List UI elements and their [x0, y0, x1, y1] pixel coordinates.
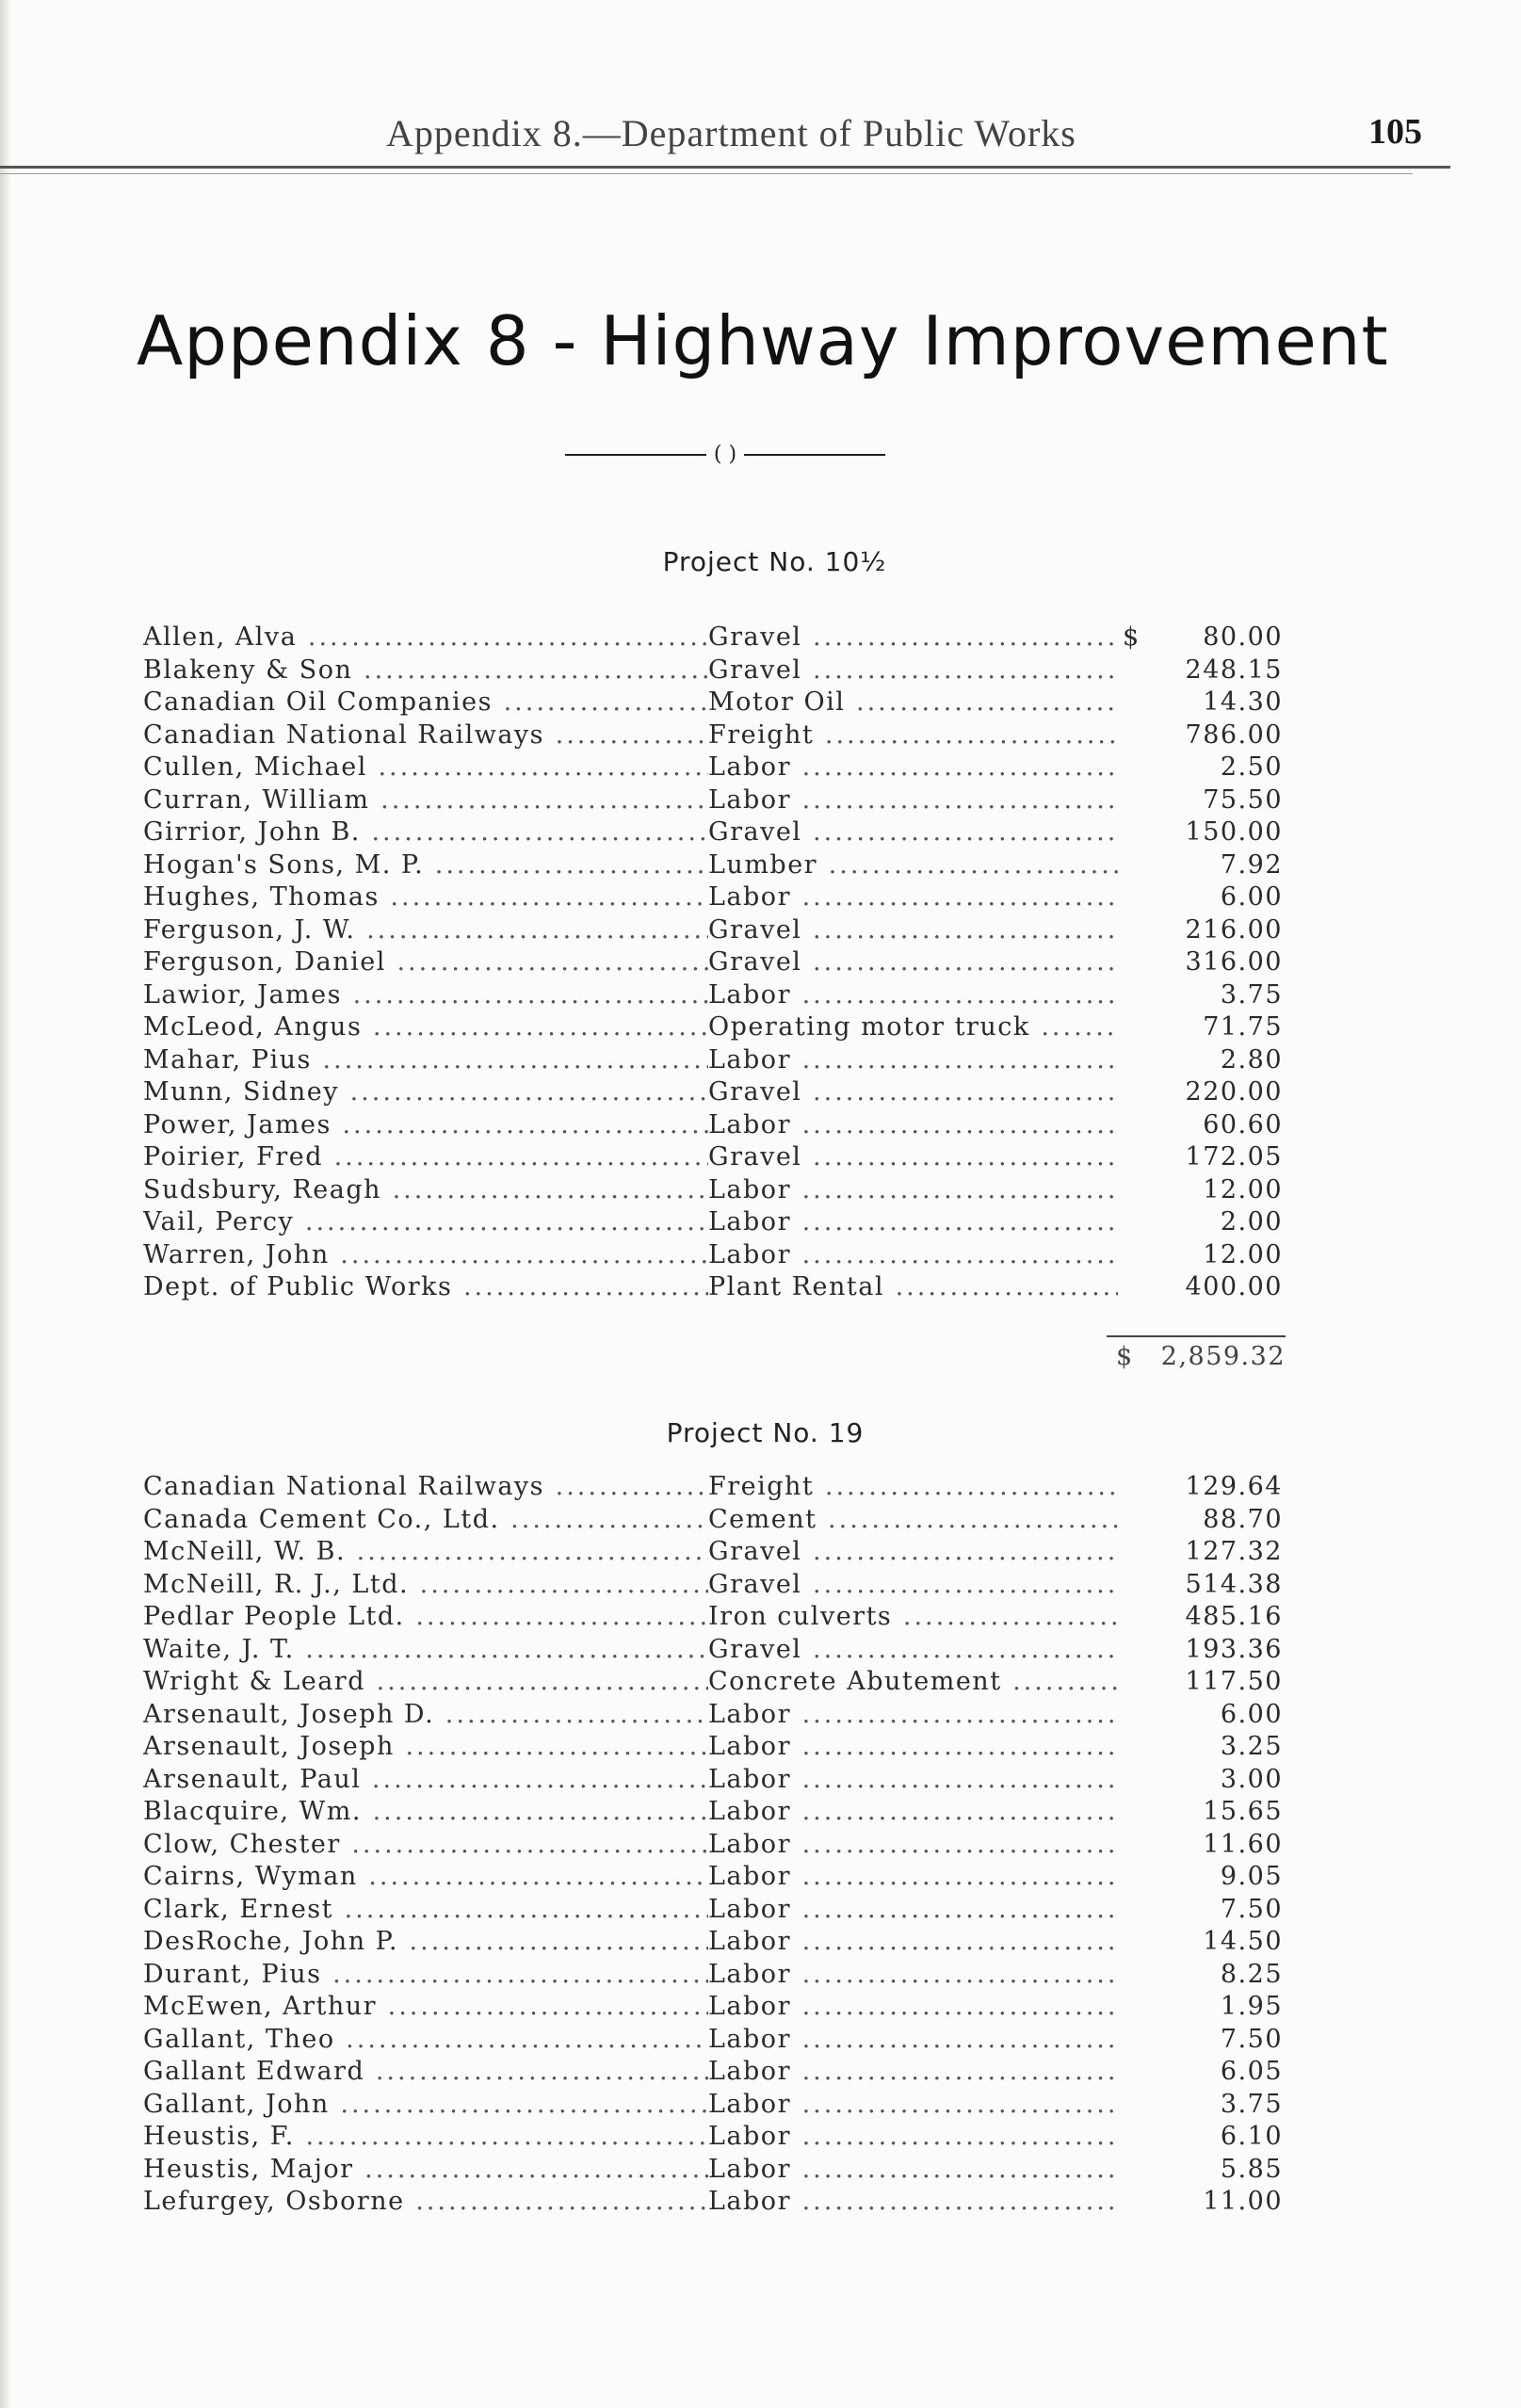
payee-name: DesRoche, John P. ..... [143, 1926, 708, 1959]
amount: 14.30 [1151, 687, 1283, 719]
amount: 12.00 [1151, 1174, 1283, 1207]
payee-name: Lawior, James ..... [143, 979, 708, 1012]
amount: 8.25 [1151, 1959, 1283, 1992]
table-row [143, 1174, 1283, 1207]
header-rule [0, 166, 1450, 169]
amount: 2.80 [1151, 1044, 1283, 1077]
payee-name: Munn, Sidney ..... [143, 1076, 708, 1109]
amount: 15.65 [1151, 1796, 1283, 1829]
payee-name: Ferguson, Daniel ..... [143, 946, 708, 979]
table-row [143, 1634, 1283, 1667]
expense-item: Gravel ..... [708, 1569, 1254, 1602]
payee-name: Clow, Chester ..... [143, 1829, 708, 1862]
amount: 193.36 [1151, 1634, 1283, 1667]
running-title: Appendix 8.—Department of Public Works [386, 112, 1076, 154]
payee-name: Gallant, John ..... [143, 2089, 708, 2122]
table-row [143, 979, 1283, 1012]
table-row [143, 946, 1283, 979]
amount: 3.25 [1151, 1731, 1283, 1764]
project-heading: Project No. 19 [666, 1417, 865, 1448]
amount: 485.16 [1151, 1601, 1283, 1634]
expense-item: Gravel ..... [708, 655, 1254, 687]
table-row [143, 1109, 1283, 1142]
amount: 80.00 [1151, 622, 1283, 655]
payee-name: Clark, Ernest ..... [143, 1894, 708, 1927]
table-row [143, 1796, 1283, 1829]
table-row [143, 2121, 1283, 2154]
amount: 6.00 [1151, 881, 1283, 914]
table-row [143, 1894, 1283, 1927]
payee-name: Allen, Alva ..... [143, 622, 708, 655]
expense-item: Labor ..... [708, 2024, 1254, 2057]
amount: 2.50 [1151, 751, 1283, 784]
payee-name: Canadian National Railways ..... [143, 719, 708, 752]
amount: 11.00 [1151, 2186, 1283, 2219]
table-row [143, 2089, 1283, 2122]
payee-name: Wright & Leard ..... [143, 1666, 708, 1699]
table-row [143, 1271, 1283, 1304]
expense-item: Gravel ..... [708, 1634, 1254, 1667]
payee-name: McNeill, R. J., Ltd. ..... [143, 1569, 708, 1602]
expense-item: Labor ..... [708, 1109, 1254, 1142]
expense-item: Labor ..... [708, 1699, 1254, 1732]
expense-item: Freight ..... [708, 719, 1254, 752]
amount: 150.00 [1151, 816, 1283, 849]
table-row [143, 881, 1283, 914]
amount: 14.50 [1151, 1926, 1283, 1959]
amount: 129.64 [1151, 1471, 1283, 1504]
table-row [143, 2154, 1283, 2187]
table-row [143, 2186, 1283, 2219]
payee-name: Hughes, Thomas ..... [143, 881, 708, 914]
expense-item: Labor ..... [708, 2121, 1254, 2154]
table-row [143, 1829, 1283, 1862]
payee-name: Dept. of Public Works ..... [143, 1271, 708, 1304]
expense-item: Labor ..... [708, 1731, 1254, 1764]
table-row [143, 1666, 1283, 1699]
amount: 6.05 [1151, 2056, 1283, 2089]
amount: 11.60 [1151, 1829, 1283, 1862]
payee-name: McEwen, Arthur ..... [143, 1991, 708, 2024]
table-row [143, 1991, 1283, 2024]
payee-name: Arsenault, Joseph D. ..... [143, 1699, 708, 1732]
expense-item: Labor ..... [708, 1206, 1254, 1239]
expense-item: Gravel ..... [708, 1141, 1254, 1174]
table-row [143, 655, 1283, 687]
expense-table [143, 622, 1283, 1304]
amount: 220.00 [1151, 1076, 1283, 1109]
amount: 3.75 [1151, 979, 1283, 1012]
payee-name: Power, James ..... [143, 1109, 708, 1142]
expense-item: Operating motor truck ..... [708, 1011, 1254, 1044]
payee-name: Blakeny & Son ..... [143, 655, 708, 687]
payee-name: Canadian Oil Companies ..... [143, 687, 708, 719]
payee-name: Vail, Percy ..... [143, 1206, 708, 1239]
payee-name: Poirier, Fred ..... [143, 1141, 708, 1174]
payee-name: Hogan's Sons, M. P. ..... [143, 849, 708, 882]
table-row [143, 1471, 1283, 1504]
expense-table [143, 1471, 1283, 2219]
payee-name: Sudsbury, Reagh ..... [143, 1174, 708, 1207]
expense-item: Lumber ..... [708, 849, 1254, 882]
expense-item: Labor ..... [708, 979, 1254, 1012]
payee-name: Arsenault, Joseph ..... [143, 1731, 708, 1764]
payee-name: Arsenault, Paul ..... [143, 1764, 708, 1797]
amount: 7.92 [1151, 849, 1283, 882]
amount: 514.38 [1151, 1569, 1283, 1602]
payee-name: Gallant, Theo ..... [143, 2024, 708, 2057]
table-row [143, 1011, 1283, 1044]
expense-item: Gravel ..... [708, 914, 1254, 947]
table-row [143, 1764, 1283, 1797]
expense-item: Labor ..... [708, 1959, 1254, 1992]
total-amount: 2,859.32 [1160, 1342, 1286, 1371]
header-rule-thin [0, 173, 1413, 174]
amount: 117.50 [1151, 1666, 1283, 1699]
expense-item: Labor ..... [708, 1239, 1254, 1272]
expense-item: Labor ..... [708, 2089, 1254, 2122]
payee-name: Warren, John ..... [143, 1239, 708, 1272]
payee-name: Durant, Pius ..... [143, 1959, 708, 1992]
table-row [143, 1536, 1283, 1569]
amount: 127.32 [1151, 1536, 1283, 1569]
payee-name: Cullen, Michael ..... [143, 751, 708, 784]
table-row [143, 719, 1283, 752]
table-row [143, 1504, 1283, 1537]
payee-name: Blacquire, Wm. ..... [143, 1796, 708, 1829]
expense-item: Labor ..... [708, 1991, 1254, 2024]
expense-item: Concrete Abutement ..... [708, 1666, 1254, 1699]
amount: 7.50 [1151, 2024, 1283, 2057]
payee-name: Canadian National Railways ..... [143, 1471, 708, 1504]
expense-item: Labor ..... [708, 784, 1254, 817]
total-currency-symbol: $ [1116, 1342, 1134, 1371]
payee-name: Heustis, F. ..... [143, 2121, 708, 2154]
table-row [143, 1044, 1283, 1077]
amount: 316.00 [1151, 946, 1283, 979]
table-row [143, 1699, 1283, 1732]
total-rule [1107, 1335, 1286, 1337]
amount: 9.05 [1151, 1861, 1283, 1894]
expense-item: Labor ..... [708, 1044, 1254, 1077]
amount: 75.50 [1151, 784, 1283, 817]
amount: 172.05 [1151, 1141, 1283, 1174]
amount: 71.75 [1151, 1011, 1283, 1044]
payee-name: Waite, J. T. ..... [143, 1634, 708, 1667]
expense-item: Labor ..... [708, 1926, 1254, 1959]
payee-name: Heustis, Major ..... [143, 2154, 708, 2187]
payee-name: McNeill, W. B. ..... [143, 1536, 708, 1569]
expense-item: Gravel ..... [708, 816, 1254, 849]
table-row [143, 1861, 1283, 1894]
expense-item: Plant Rental ..... [708, 1271, 1254, 1304]
payee-name: Mahar, Pius ..... [143, 1044, 708, 1077]
table-row [143, 1206, 1283, 1239]
table-row [143, 1731, 1283, 1764]
table-row [143, 2024, 1283, 2057]
expense-item: Labor ..... [708, 1174, 1254, 1207]
payee-name: Pedlar People Ltd. ..... [143, 1601, 708, 1634]
expense-item: Labor ..... [708, 1894, 1254, 1927]
amount: 786.00 [1151, 719, 1283, 752]
table-row [143, 751, 1283, 784]
table-row [143, 1569, 1283, 1602]
amount: 3.75 [1151, 2089, 1283, 2122]
expense-item: Gravel ..... [708, 946, 1254, 979]
expense-item: Labor ..... [708, 2154, 1254, 2187]
expense-item: Labor ..... [708, 2186, 1254, 2219]
amount: 1.95 [1151, 1991, 1283, 2024]
table-row [143, 2056, 1283, 2089]
page-number: 105 [1368, 112, 1422, 152]
page-title: Appendix 8 - Highway Improvement [137, 301, 1389, 380]
expense-item: Gravel ..... [708, 1076, 1254, 1109]
table-row [143, 914, 1283, 947]
expense-item: Motor Oil ..... [708, 687, 1254, 719]
currency-symbol: $ [1123, 622, 1151, 655]
table-row [143, 1141, 1283, 1174]
running-header [141, 111, 1422, 168]
amount: 248.15 [1151, 655, 1283, 687]
expense-item: Labor ..... [708, 1861, 1254, 1894]
expense-item: Labor ..... [708, 881, 1254, 914]
amount: 7.50 [1151, 1894, 1283, 1927]
expense-item: Labor ..... [708, 751, 1254, 784]
expense-item: Labor ..... [708, 2056, 1254, 2089]
payee-name: Girrior, John B. ..... [143, 816, 708, 849]
amount: 5.85 [1151, 2154, 1283, 2187]
title-ornament: ( ) [565, 443, 885, 461]
table-row [143, 816, 1283, 849]
project-total [1116, 1342, 1286, 1376]
payee-name: Cairns, Wyman ..... [143, 1861, 708, 1894]
payee-name: McLeod, Angus ..... [143, 1011, 708, 1044]
amount: 216.00 [1151, 914, 1283, 947]
amount: 400.00 [1151, 1271, 1283, 1304]
amount: 3.00 [1151, 1764, 1283, 1797]
payee-name: Gallant Edward ..... [143, 2056, 708, 2089]
amount: 88.70 [1151, 1504, 1283, 1537]
expense-item: Cement ..... [708, 1504, 1254, 1537]
amount: 6.00 [1151, 1699, 1283, 1732]
expense-item: Labor ..... [708, 1829, 1254, 1862]
table-row [143, 784, 1283, 817]
expense-item: Iron culverts ..... [708, 1601, 1254, 1634]
amount: 6.10 [1151, 2121, 1283, 2154]
expense-item: Labor ..... [708, 1796, 1254, 1829]
project-heading: Project No. 10½ [662, 546, 887, 577]
payee-name: Canada Cement Co., Ltd. ..... [143, 1504, 708, 1537]
table-row [143, 1076, 1283, 1109]
expense-item: Gravel ..... [708, 622, 1254, 655]
table-row [143, 1926, 1283, 1959]
amount: 2.00 [1151, 1206, 1283, 1239]
table-row [143, 622, 1283, 655]
table-row [143, 1239, 1283, 1272]
payee-name: Ferguson, J. W. ..... [143, 914, 708, 947]
table-row [143, 849, 1283, 882]
table-row [143, 687, 1283, 719]
expense-item: Freight ..... [708, 1471, 1254, 1504]
expense-item: Labor ..... [708, 1764, 1254, 1797]
expense-item: Gravel ..... [708, 1536, 1254, 1569]
table-row [143, 1959, 1283, 1992]
payee-name: Curran, William ..... [143, 784, 708, 817]
amount: 60.60 [1151, 1109, 1283, 1142]
amount: 12.00 [1151, 1239, 1283, 1272]
table-row [143, 1601, 1283, 1634]
payee-name: Lefurgey, Osborne ..... [143, 2186, 708, 2219]
